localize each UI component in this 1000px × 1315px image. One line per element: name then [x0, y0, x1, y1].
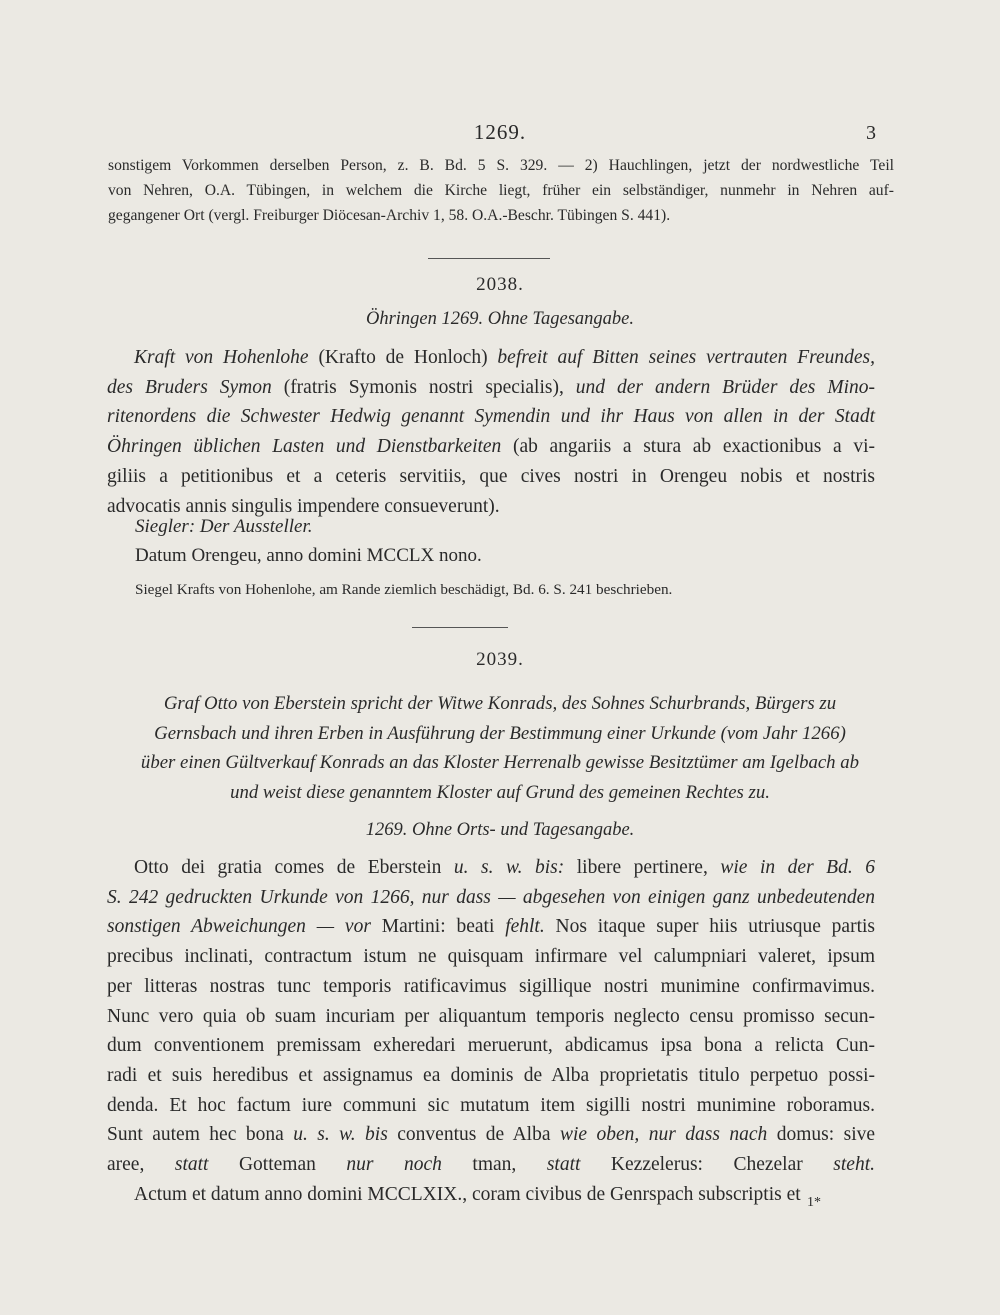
text-segment: (fratris Symonis nostri specialis),: [271, 376, 576, 398]
text-segment: radi et suis heredibus et assignamus ea dominis de Alba proprietatis titulo perpetuo possi-: [107, 1064, 875, 1086]
section-divider: [428, 258, 550, 259]
sealer-note: Siegler: Der Aussteller.: [135, 516, 313, 537]
text-segment: denda. Et hoc factum iure communi sic mutatum item sigilli nostri munimine roboramus.: [107, 1094, 875, 1116]
text-segment: Martini: beati: [381, 916, 506, 938]
seal-description: Siegel Krafts von Hohenlohe, am Rande ziemlich beschädigt, Bd. 6. S. 241 beschrieben.: [135, 581, 673, 598]
text-line: [107, 1180, 875, 1210]
text-segment: (Krafto de Honloch): [308, 347, 498, 368]
summary-line: und weist diese genanntem Kloster auf Grund des gemeinen Rechtes zu.: [230, 782, 770, 804]
text-line: [107, 912, 875, 942]
italic-segment: S. 242 gedruckten Urkunde von 1266, nur dass — abgesehen von einigen ganz unbedeutenden: [107, 886, 875, 908]
text-line: [107, 402, 875, 432]
text-line: [107, 972, 875, 1002]
text-segment: giliis a petitionibus et a ceteris servitiis, que cives nostri in Orengeu nobis et nostris: [107, 465, 875, 487]
text-line: [107, 1031, 875, 1061]
text-segment: precibus inclinati, contractum istum ne quisquam infirmare vel calumpniari valeret, ipsum: [107, 946, 875, 968]
text-segment: dum conventionem premissam exheredari meruerunt, abdicamus ipsa bona a relicta Cun-: [107, 1035, 875, 1057]
summary-line: über einen Gültverkauf Konrads an das Kloster Herrenalb gewisse Besitztümer am Igelbach ab: [140, 752, 860, 774]
text-segment: Kezzelerus: Chezelar: [610, 1154, 834, 1176]
document-number: 2039.: [476, 649, 524, 670]
text-line: [107, 1061, 875, 1091]
regest-summary: [0, 689, 1000, 808]
footnote-line: von Nehren, O.A. Tübingen, in welchem die Kirche liegt, früher ein selbständiger, nunmehr in Nehren auf-: [108, 182, 894, 199]
text-segment: domus: sive: [776, 1124, 876, 1146]
document-date: 1269. Ohne Orts- und Tagesangabe.: [365, 820, 635, 840]
text-line: [107, 1091, 875, 1121]
italic-segment: des Bruders Symon: [107, 376, 272, 398]
text-line: [107, 1120, 875, 1150]
italic-segment: befreit auf Bitten seines vertrauten Freundes,: [497, 347, 875, 368]
text-segment: aree,: [107, 1154, 175, 1176]
text-line: [107, 432, 875, 462]
summary-line: Gernsbach und ihren Erben in Ausführung der Bestimmung einer Urkunde (vom Jahr 1266): [154, 722, 846, 744]
signature-mark: 1*: [807, 1195, 821, 1210]
italic-segment: Öhringen üblichen Lasten und Dienstbarkeiten: [107, 436, 502, 458]
italic-segment: fehlt.: [505, 916, 556, 938]
italic-segment: u. s. w. bis: [293, 1124, 398, 1146]
text-line: [107, 942, 875, 972]
document-body: [107, 343, 875, 521]
italic-segment: und der andern Brüder des Mino-: [575, 376, 875, 398]
document-date: Öhringen 1269. Ohne Tagesangabe.: [365, 309, 635, 329]
running-head-year: 1269.: [473, 120, 527, 144]
text-line: [107, 1150, 875, 1180]
text-line: [107, 1002, 875, 1032]
italic-segment: u. s. w. bis:: [453, 857, 577, 878]
summary-line: Graf Otto von Eberstein spricht der Witwe Konrads, des Sohnes Schurbrands, Bürgers zu: [163, 693, 837, 714]
italic-segment: sonstigen Abweichungen — vor: [107, 916, 382, 938]
italic-segment: statt: [174, 1154, 239, 1176]
text-line: [107, 462, 875, 492]
text-line: [107, 373, 875, 403]
text-segment: per litteras nostras tunc temporis ratificavimus sigillique nostri munimine confirmavimus.: [107, 975, 875, 997]
document-number: 2038.: [476, 274, 524, 295]
footnote-line: sonstigem Vorkommen derselben Person, z. B. Bd. 5 S. 329. — 2) Hauchlingen, jetzt der nordwestliche Teil: [108, 157, 894, 174]
text-segment: conventus de Alba: [397, 1124, 560, 1146]
text-line: [107, 883, 875, 913]
italic-segment: statt: [546, 1154, 611, 1176]
text-segment: libere pertinere,: [576, 857, 721, 878]
document-body: [107, 853, 875, 1209]
italic-segment: wie oben, nur dass nach: [559, 1124, 777, 1146]
text-segment: Sunt autem hec bona: [107, 1124, 294, 1146]
page-number: 3: [866, 122, 876, 144]
italic-segment: steht.: [833, 1154, 875, 1176]
text-line: [107, 853, 875, 883]
text-segment: tman,: [472, 1154, 547, 1176]
text-segment: Nos itaque super hiis utriusque partis: [555, 916, 876, 938]
text-line: [107, 343, 875, 373]
text-segment: Nunc vero quia ob suam incuriam per aliquantum temporis neglecto censu promisso secun-: [107, 1005, 875, 1027]
footnote-line: gegangener Ort (vergl. Freiburger Diöcesan-Archiv 1, 58. O.A.-Beschr. Tübingen S. 441).: [108, 207, 671, 224]
text-segment: advocatis annis singulis impendere consueverunt).: [107, 495, 500, 517]
text-segment: Actum et datum anno domini MCCLXIX., coram civibus de Genrspach subscriptis et: [134, 1183, 801, 1205]
text-segment: Otto dei gratia comes de Eberstein: [134, 857, 454, 878]
italic-segment: ritenordens die Schwester Hedwig genannt Symendin und ihr Haus von allen in der Stadt: [107, 406, 875, 428]
section-divider: [412, 627, 508, 628]
italic-segment: wie in der Bd. 6: [720, 857, 875, 878]
text-segment: (ab angariis a stura ab exactionibus a vi-: [501, 436, 875, 458]
italic-segment: Kraft von Hohenlohe: [134, 347, 309, 368]
text-segment: Gotteman: [238, 1154, 347, 1176]
dating-clause: Datum Orengeu, anno domini MCCLX nono.: [135, 545, 482, 566]
italic-segment: nur noch: [346, 1154, 473, 1176]
